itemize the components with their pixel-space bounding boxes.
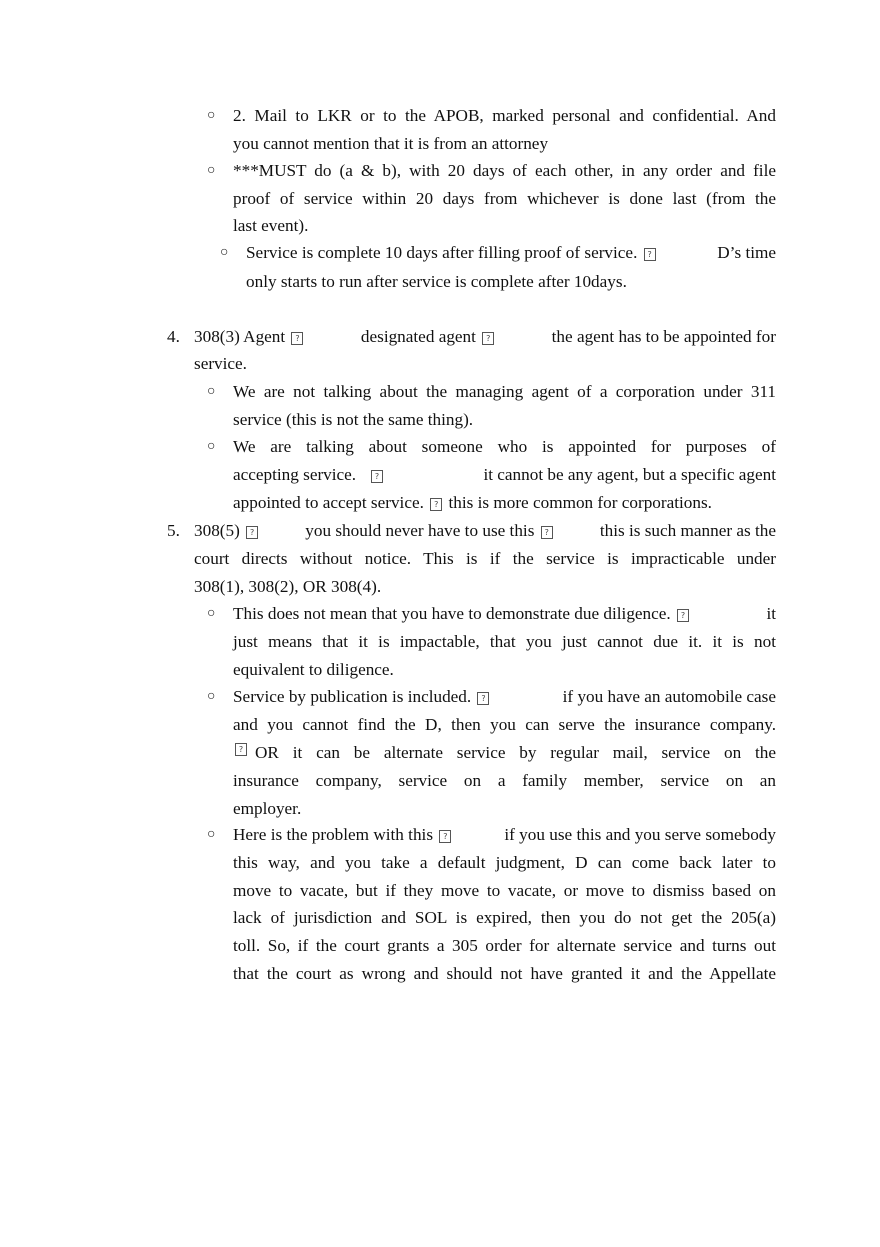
paragraph-line bbox=[233, 604, 776, 624]
text-run: if you have an automobile case bbox=[562, 687, 776, 706]
text-run: appointed to accept service. bbox=[233, 493, 424, 512]
paragraph-line: service. bbox=[194, 354, 247, 373]
text-run: accepting service. bbox=[233, 465, 357, 484]
arrow-glyph-icon: ? bbox=[477, 692, 489, 705]
paragraph-line bbox=[233, 687, 776, 707]
bullet-icon: ○ bbox=[207, 689, 216, 704]
bullet-icon: ○ bbox=[207, 606, 216, 621]
paragraph-line: only starts to run after service is complete after 10days. bbox=[246, 272, 627, 291]
paragraph-line: employer. bbox=[233, 799, 302, 818]
arrow-glyph-icon: ? bbox=[430, 498, 442, 511]
paragraph-line: We are not talking about the managing agent of a corporation under 311 bbox=[233, 382, 776, 401]
paragraph-line: court directs without notice. This is if the service is impracticable under bbox=[194, 549, 776, 568]
text-run: D’s time bbox=[717, 243, 776, 262]
paragraph-line bbox=[233, 465, 776, 485]
arrow-glyph-icon: ? bbox=[439, 830, 451, 843]
arrow-glyph-icon: ? bbox=[235, 743, 247, 756]
paragraph-line: you cannot mention that it is from an attorney bbox=[233, 134, 549, 153]
arrow-glyph-icon: ? bbox=[246, 526, 258, 539]
paragraph-line: lack of jurisdiction and SOL is expired, then you do not get the 205(a) bbox=[233, 908, 776, 927]
paragraph-line: 2. Mail to LKR or to the APOB, marked personal and confidential. And bbox=[233, 106, 776, 125]
arrow-glyph-icon: ? bbox=[644, 248, 656, 261]
text-run: Service by publication is included. bbox=[233, 687, 472, 706]
text-run: 308(3) Agent bbox=[194, 327, 286, 346]
paragraph-line: toll. So, if the court grants a 305 order for alternate service and turns out bbox=[233, 936, 776, 955]
bullet-icon: ○ bbox=[207, 108, 216, 123]
paragraph-line: this way, and you take a default judgment, D can come back later to bbox=[233, 853, 776, 872]
arrow-glyph-icon: ? bbox=[482, 332, 494, 345]
paragraph-line: that the court as wrong and should not have granted it and the Appellate bbox=[233, 964, 776, 983]
paragraph-line bbox=[194, 327, 776, 347]
arrow-glyph-icon: ? bbox=[371, 470, 383, 483]
paragraph-line bbox=[233, 825, 776, 845]
text-run: Here is the problem with this bbox=[233, 825, 434, 844]
paragraph-line: service (this is not the same thing). bbox=[233, 410, 474, 429]
paragraph-line: and you cannot find the D, then you can serve the insurance company. bbox=[233, 715, 776, 734]
paragraph-line: proof of service within 20 days from whichever is done last (from the bbox=[233, 189, 776, 208]
text-run: if you use this and you serve somebody bbox=[504, 825, 776, 844]
paragraph-line: last event). bbox=[233, 216, 309, 235]
bullet-icon: ○ bbox=[207, 163, 216, 178]
paragraph-line: equivalent to diligence. bbox=[233, 660, 394, 679]
text-run: you should never have to use this bbox=[305, 521, 535, 540]
bullet-icon: ○ bbox=[207, 439, 216, 454]
text-run: OR it can be alternate service by regular mail, service on the bbox=[255, 743, 776, 762]
text-run: Service is complete 10 days after filling proof of service. bbox=[246, 243, 638, 262]
arrow-glyph-icon: ? bbox=[291, 332, 303, 345]
arrow-glyph-icon: ? bbox=[677, 609, 689, 622]
paragraph-line bbox=[194, 521, 776, 541]
bullet-icon: ○ bbox=[220, 245, 229, 260]
paragraph-line bbox=[246, 243, 776, 263]
text-run: it bbox=[766, 604, 776, 623]
arrow-glyph-icon: ? bbox=[541, 526, 553, 539]
bullet-icon: ○ bbox=[207, 384, 216, 399]
text-run: this is more common for corporations. bbox=[448, 493, 712, 512]
paragraph-line bbox=[233, 493, 712, 513]
paragraph-line: 308(1), 308(2), OR 308(4). bbox=[194, 577, 382, 596]
text-run: it cannot be any agent, but a specific agent bbox=[483, 465, 776, 484]
text-run: This does not mean that you have to demonstrate due diligence. bbox=[233, 604, 671, 623]
text-run: this is such manner as the bbox=[599, 521, 776, 540]
paragraph-line bbox=[233, 743, 776, 763]
text-run: designated agent bbox=[360, 327, 476, 346]
paragraph-line: insurance company, service on a family member, service on an bbox=[233, 771, 776, 790]
paragraph-line: ***MUST do (a & b), with 20 days of each other, in any order and file bbox=[233, 161, 776, 180]
text-run: the agent has to be appointed for bbox=[551, 327, 776, 346]
bullet-icon: ○ bbox=[207, 827, 216, 842]
paragraph-line: move to vacate, but if they move to vacate, or move to dismiss based on bbox=[233, 881, 776, 900]
paragraph-line: just means that it is impactable, that you just cannot due it. it is not bbox=[233, 632, 776, 651]
text-run: 308(5) bbox=[194, 521, 240, 540]
list-number: 5. bbox=[167, 521, 180, 540]
paragraph-line: We are talking about someone who is appointed for purposes of bbox=[233, 437, 776, 456]
list-number: 4. bbox=[167, 327, 180, 346]
